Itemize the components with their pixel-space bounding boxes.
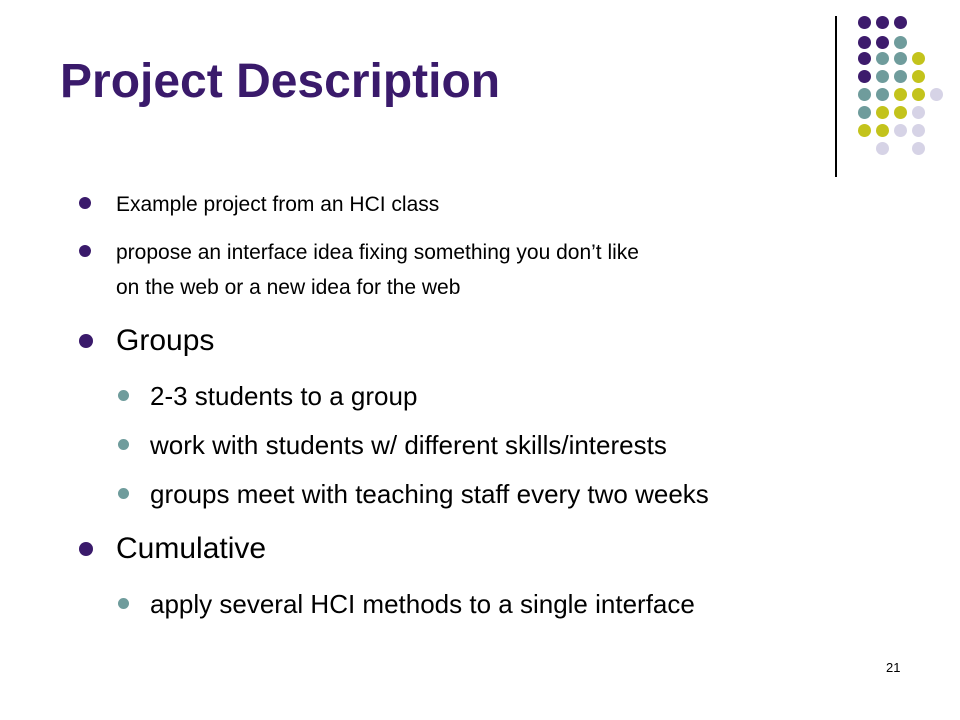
decorative-dot (912, 70, 925, 83)
decorative-dot (876, 52, 889, 65)
bullet-item (116, 189, 439, 221)
decorative-dot (876, 36, 889, 49)
page-number: 21 (886, 660, 901, 675)
decorative-dot (876, 142, 889, 155)
decorative-dot (876, 70, 889, 83)
bullet-text: Cumulative (116, 532, 267, 565)
decorative-dot (912, 106, 925, 119)
bullet-item-continuation (116, 272, 460, 304)
bullet-text: Groups (116, 324, 215, 357)
decorative-dot (858, 124, 871, 137)
decorative-dot (894, 88, 907, 101)
decorative-dot (858, 88, 871, 101)
decorative-dot (912, 52, 925, 65)
decorative-vertical-line (835, 16, 837, 177)
bullet-marker (79, 334, 93, 348)
bullet-text: 2-3 students to a group (150, 381, 418, 411)
decorative-dot (930, 88, 943, 101)
bullet-item (150, 379, 417, 413)
bullet-marker (118, 390, 129, 401)
decorative-dot (894, 70, 907, 83)
bullet-marker (118, 439, 129, 450)
decorative-dot (894, 16, 907, 29)
bullet-item (150, 587, 695, 621)
decorative-dot (912, 88, 925, 101)
decorative-dot (858, 36, 871, 49)
bullet-text: work with students w/ different skills/interests (150, 430, 667, 460)
slide-title: Project Description (60, 55, 501, 108)
decorative-dot (876, 88, 889, 101)
bullet-text: apply several HCI methods to a single interface (150, 589, 695, 619)
bullet-item (150, 428, 667, 462)
bullet-item (116, 529, 266, 569)
decorative-dot (912, 124, 925, 137)
bullet-marker (118, 598, 129, 609)
decorative-dot (858, 52, 871, 65)
decorative-dot (894, 52, 907, 65)
bullet-marker (118, 488, 129, 499)
decorative-dot (858, 16, 871, 29)
bullet-marker (79, 197, 91, 209)
bullet-marker (79, 245, 91, 257)
bullet-text: propose an interface idea fixing something you don’t like (116, 241, 639, 264)
bullet-text: on the web or a new idea for the web (116, 276, 461, 299)
bullet-text: groups meet with teaching staff every two weeks (150, 479, 709, 509)
bullet-item (116, 321, 214, 361)
bullet-item (150, 477, 709, 511)
bullet-text: Example project from an HCI class (116, 193, 440, 216)
decorative-dot (858, 106, 871, 119)
decorative-dot (876, 16, 889, 29)
decorative-dot (912, 142, 925, 155)
decorative-dot (894, 106, 907, 119)
decorative-dot (876, 124, 889, 137)
decorative-dot (894, 36, 907, 49)
bullet-item (116, 237, 639, 269)
bullet-marker (79, 542, 93, 556)
decorative-dot (894, 124, 907, 137)
decorative-dot (876, 106, 889, 119)
decorative-dot (858, 70, 871, 83)
